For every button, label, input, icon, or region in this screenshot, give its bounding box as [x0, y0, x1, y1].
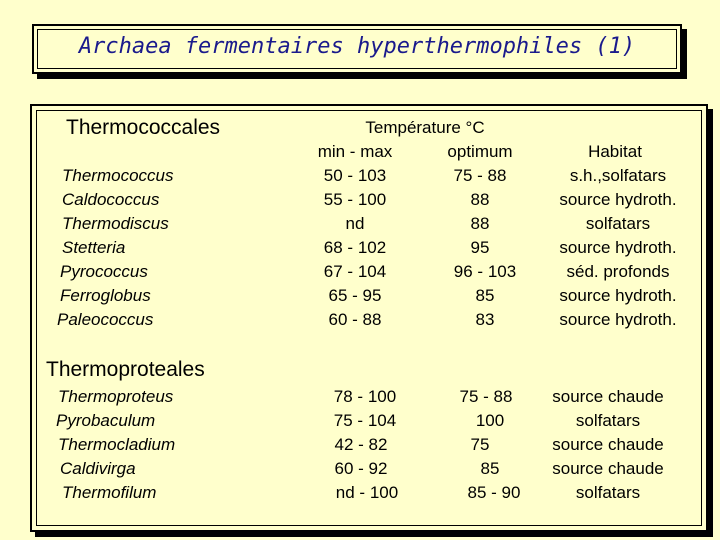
- temp-optimum: 75 - 88: [459, 387, 513, 406]
- temp-range: nd: [345, 214, 365, 233]
- temp-range: 75 - 104: [333, 411, 397, 430]
- temp-optimum: 95: [470, 238, 490, 257]
- temp-optimum: 85: [480, 459, 500, 478]
- temp-optimum: 83: [475, 310, 495, 329]
- habitat: s.h.,solfatars: [569, 166, 667, 185]
- col-header-optimum: optimum: [447, 142, 513, 161]
- group-title-thermococcales: Thermococcales: [66, 116, 221, 139]
- genus-name: Caldivirga: [60, 459, 136, 478]
- group-title-thermoproteales: Thermoproteales: [46, 358, 205, 381]
- genus-name: Thermofilum: [62, 483, 157, 502]
- habitat: source chaude: [552, 435, 664, 454]
- slide-title: Archaea fermentaires hyperthermophiles (1): [78, 34, 636, 59]
- col-header-minmax: min - max: [317, 142, 393, 161]
- temp-optimum: 75 - 88: [453, 166, 507, 185]
- temp-range: 78 - 100: [333, 387, 397, 406]
- temperature-header: Température °C: [365, 118, 485, 137]
- habitat: solfatars: [575, 483, 641, 502]
- genus-name: Thermoproteus: [58, 387, 174, 406]
- temp-optimum: 88: [470, 214, 490, 233]
- temp-range: 68 - 102: [323, 238, 387, 257]
- temp-range: 67 - 104: [323, 262, 387, 281]
- habitat: solfatars: [575, 411, 641, 430]
- temp-optimum: 96 - 103: [453, 262, 517, 281]
- genus-name: Thermodiscus: [62, 214, 169, 233]
- temp-optimum: 100: [475, 411, 505, 430]
- habitat: source chaude: [552, 387, 664, 406]
- habitat: source chaude: [552, 459, 664, 478]
- temp-range: 50 - 103: [323, 166, 387, 185]
- genus-name: Thermocladium: [58, 435, 176, 454]
- habitat: source hydroth.: [559, 238, 677, 257]
- temp-range: nd - 100: [335, 483, 399, 502]
- genus-name: Paleococcus: [57, 310, 154, 329]
- genus-name: Thermococcus: [62, 166, 174, 185]
- genus-name: Stetteria: [62, 238, 126, 257]
- col-header-habitat: Habitat: [588, 142, 642, 161]
- habitat: source hydroth.: [559, 310, 677, 329]
- title-box: [32, 24, 682, 74]
- habitat: source hydroth.: [559, 190, 677, 209]
- temp-optimum: 85: [475, 286, 495, 305]
- temp-range: 60 - 88: [328, 310, 382, 329]
- temp-range: 60 - 92: [334, 459, 388, 478]
- genus-name: Ferroglobus: [60, 286, 151, 305]
- temp-optimum: 88: [470, 190, 490, 209]
- temp-optimum: 75: [470, 435, 490, 454]
- temp-range: 65 - 95: [328, 286, 382, 305]
- habitat: séd. profonds: [566, 262, 670, 281]
- temp-range: 55 - 100: [323, 190, 387, 209]
- temp-range: 42 - 82: [334, 435, 388, 454]
- genus-name: Pyrobaculum: [56, 411, 156, 430]
- habitat: source hydroth.: [559, 286, 677, 305]
- genus-name: Caldococcus: [62, 190, 160, 209]
- temp-optimum: 85 - 90: [467, 483, 521, 502]
- genus-name: Pyrococcus: [60, 262, 148, 281]
- habitat: solfatars: [585, 214, 651, 233]
